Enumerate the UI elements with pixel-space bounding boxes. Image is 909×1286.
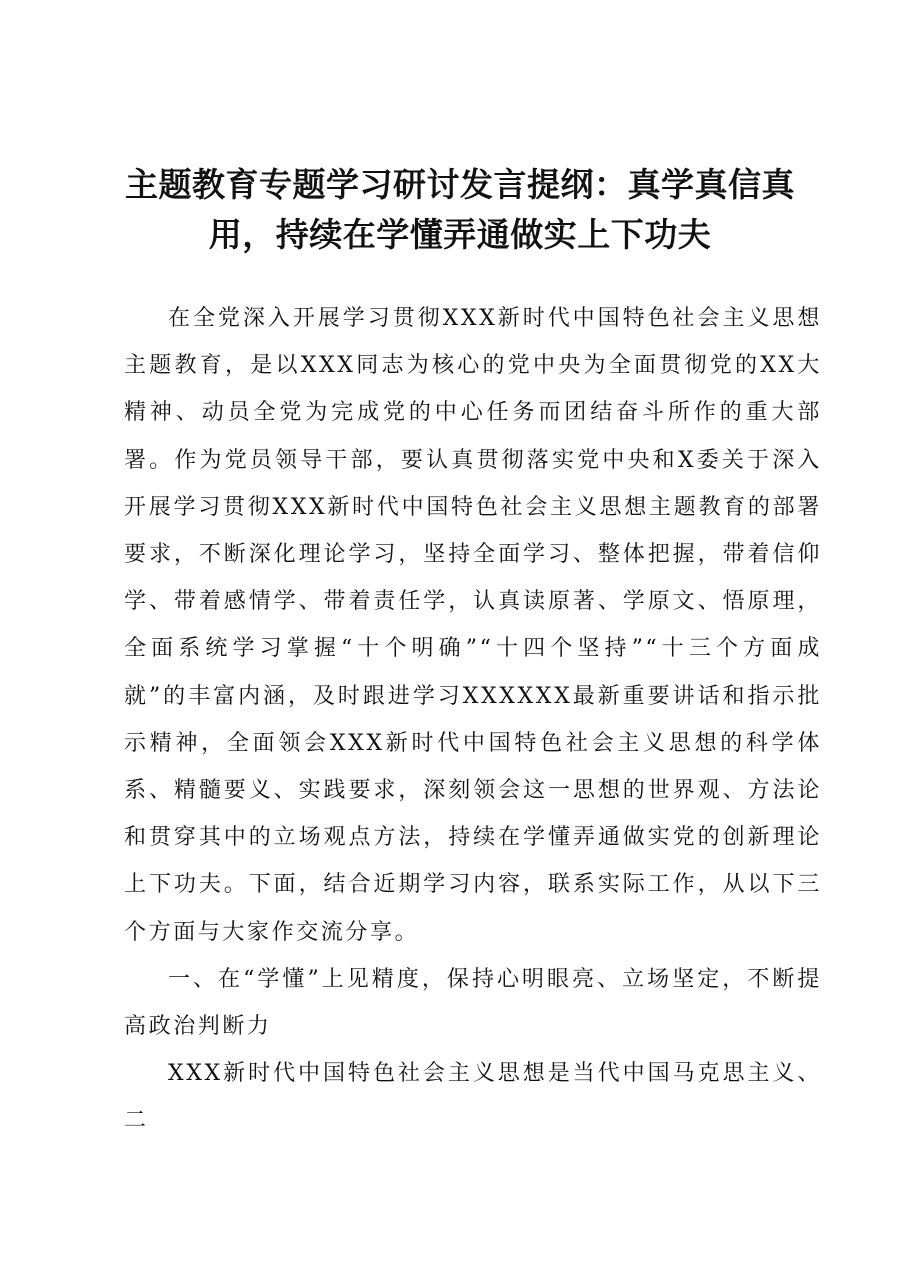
document-body bbox=[124, 295, 822, 1145]
document-title: 主题教育专题学习研讨发言提纲：真学真信真用，持续在学懂弄通做实上下功夫 bbox=[125, 165, 795, 254]
section-heading-1: 一、在“学懂”上见精度，保持心明眼亮、立场坚定，不断提高政治判断力 bbox=[124, 966, 822, 1040]
paragraph-section-1: XXX新时代中国特色社会主义思想是当代中国马克思主义、二 bbox=[124, 1061, 822, 1134]
paragraph-intro: 在全党深入开展学习贯彻XXX新时代中国特色社会主义思想主题教育，是以XXX同志为核心的党中央为全面贯彻党的XX大精神、动员全党为完成党的中心任务而团结奋斗所作的重大部署。作为党员领导干部，要认真贯彻落实党中央和X委关于深入开展学习贯彻XXX新时代中国特色社会主义思想主题教育的部署要求，不断深化理论学习，坚持全面学习、整体把握，带着信仰学、带着感情学、带着责任学，认真读原著、学原文、悟原理，全面系统学习掌握“十个明确”“十四个坚持”“十三个方面成就”的丰富内涵，及时跟进学习XXXXXX最新重要讲话和指示批示精神，全面领会XXX新时代中国特色社会主义思想的科学体系、精髓要义、实践要求，深刻领会这一思想的世界观、方法论和贯穿其中的立场观点方法，持续在学懂弄通做实党的创新理论上下功夫。下面，结合近期学习内容，联系实际工作，从以下三个方面与大家作交流分享。 bbox=[124, 306, 822, 945]
